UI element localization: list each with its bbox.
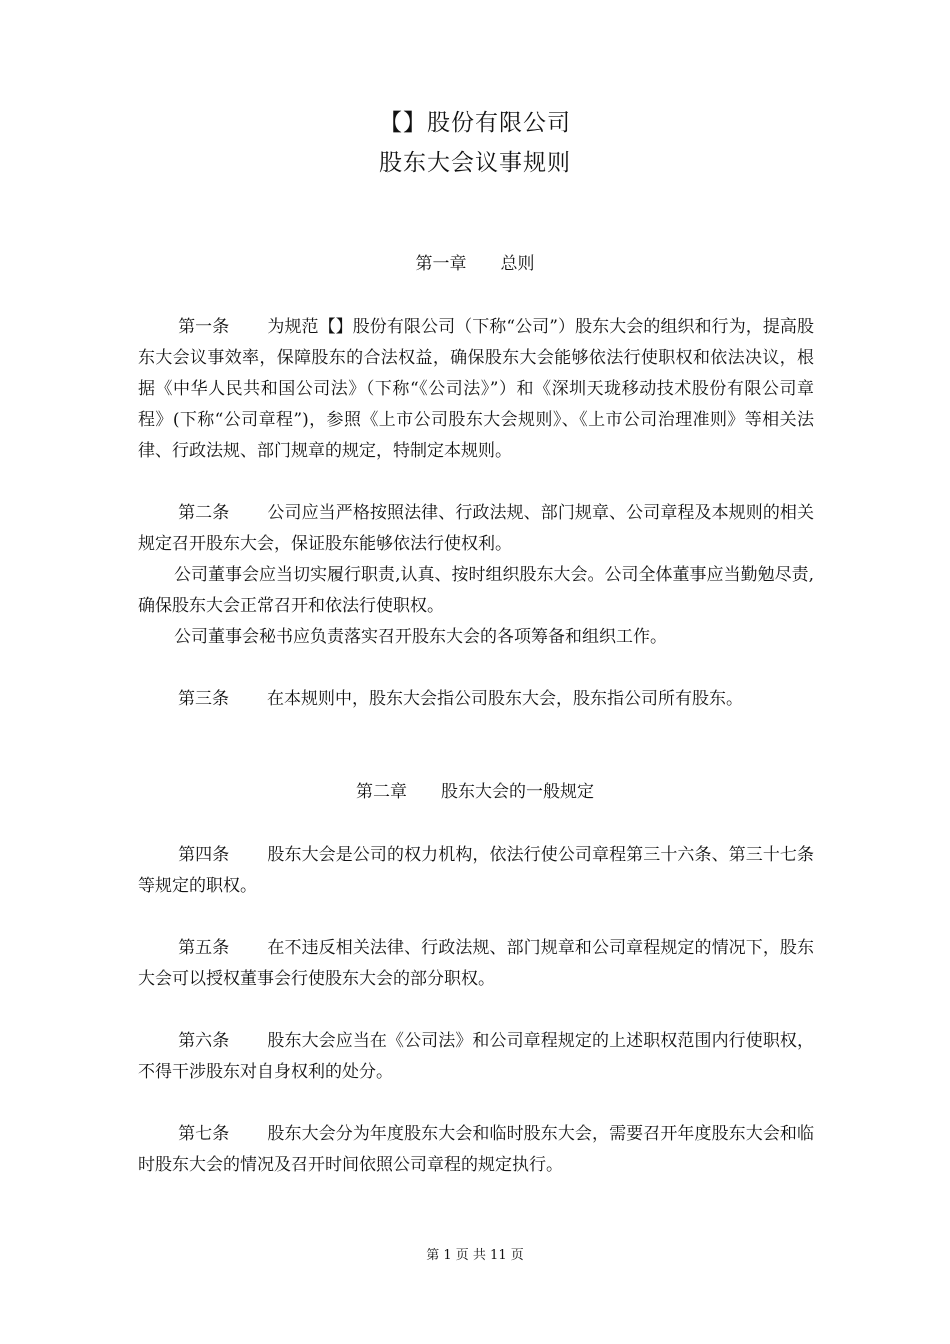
- article-5: [138, 933, 814, 995]
- article-text: 股东大会是公司的权力机构，依法行使公司章程第三十六条、第三十七条等规定的职权。: [138, 845, 815, 896]
- chapter-number: 第二章: [356, 782, 407, 802]
- chapter-title: 总则: [500, 254, 535, 274]
- article-number: 第一条: [178, 317, 230, 337]
- rules-title: 股东大会议事规则: [379, 150, 571, 176]
- article-number: 第七条: [178, 1124, 230, 1144]
- paragraph-text: 公司董事会秘书应负责落实召开股东大会的各项筹备和组织工作。: [174, 627, 667, 647]
- article-1: [138, 312, 814, 467]
- chapter-title: 股东大会的一般规定: [441, 782, 594, 802]
- article-text: 公司应当严格按照法律、行政法规、部门规章、公司章程及本规则的相关规定召开股东大会，保证股东能够依法行使权利。: [138, 503, 815, 554]
- article-text: 为规范【】股份有限公司（下称“公司”）股东大会的组织和行为，提高股东大会议事效率，保障股东的合法权益，确保股东大会能够依法行使职权和依法决议，根据《中华人民共和国公司法》（下称“《公司法》”）和《深圳天珑移动技术股份有限公司章程》(下称“公司章程”)，参照《上市公司股东大会规则》、《上市公司治理准则》等相关法律、行政法规、部门规章的规定，特制定本规则。: [138, 317, 815, 461]
- company-name: 【】股份有限公司: [379, 110, 571, 136]
- article-text: 股东大会应当在《公司法》和公司章程规定的上述职权范围内行使职权，不得干涉股东对自身权利的处分。: [138, 1031, 815, 1082]
- article-6: [138, 1026, 814, 1088]
- paragraph-text: 公司董事会应当切实履行职责,认真、按时组织股东大会。公司全体董事应当勤勉尽责,确保股东大会正常召开和依法行使职权。: [138, 565, 814, 616]
- article-2: [138, 498, 814, 560]
- article-2-paragraph-3: [138, 622, 814, 653]
- article-number: 第三条: [178, 689, 229, 709]
- article-text: 股东大会分为年度股东大会和临时股东大会，需要召开年度股东大会和临时股东大会的情况及召开时间依照公司章程的规定执行。: [138, 1124, 815, 1175]
- article-number: 第六条: [178, 1031, 230, 1051]
- chapter-heading-1: [0, 252, 950, 276]
- article-text: 在不违反相关法律、行政法规、部门规章和公司章程规定的情况下，股东大会可以授权董事会行使股东大会的部分职权。: [138, 938, 815, 989]
- article-4: [138, 840, 814, 902]
- chapter-number: 第一章: [415, 254, 467, 274]
- article-2-paragraph-2: [138, 560, 814, 622]
- article-7: [138, 1119, 814, 1181]
- article-3: [138, 684, 814, 715]
- article-number: 第二条: [178, 503, 230, 523]
- chapter-heading-2: [0, 780, 950, 804]
- article-text: 在本规则中，股东大会指公司股东大会，股东指公司所有股东。: [267, 689, 743, 709]
- article-number: 第五条: [178, 938, 230, 958]
- article-number: 第四条: [178, 845, 230, 865]
- page-indicator: 第 1 页 共 11 页: [426, 1248, 524, 1263]
